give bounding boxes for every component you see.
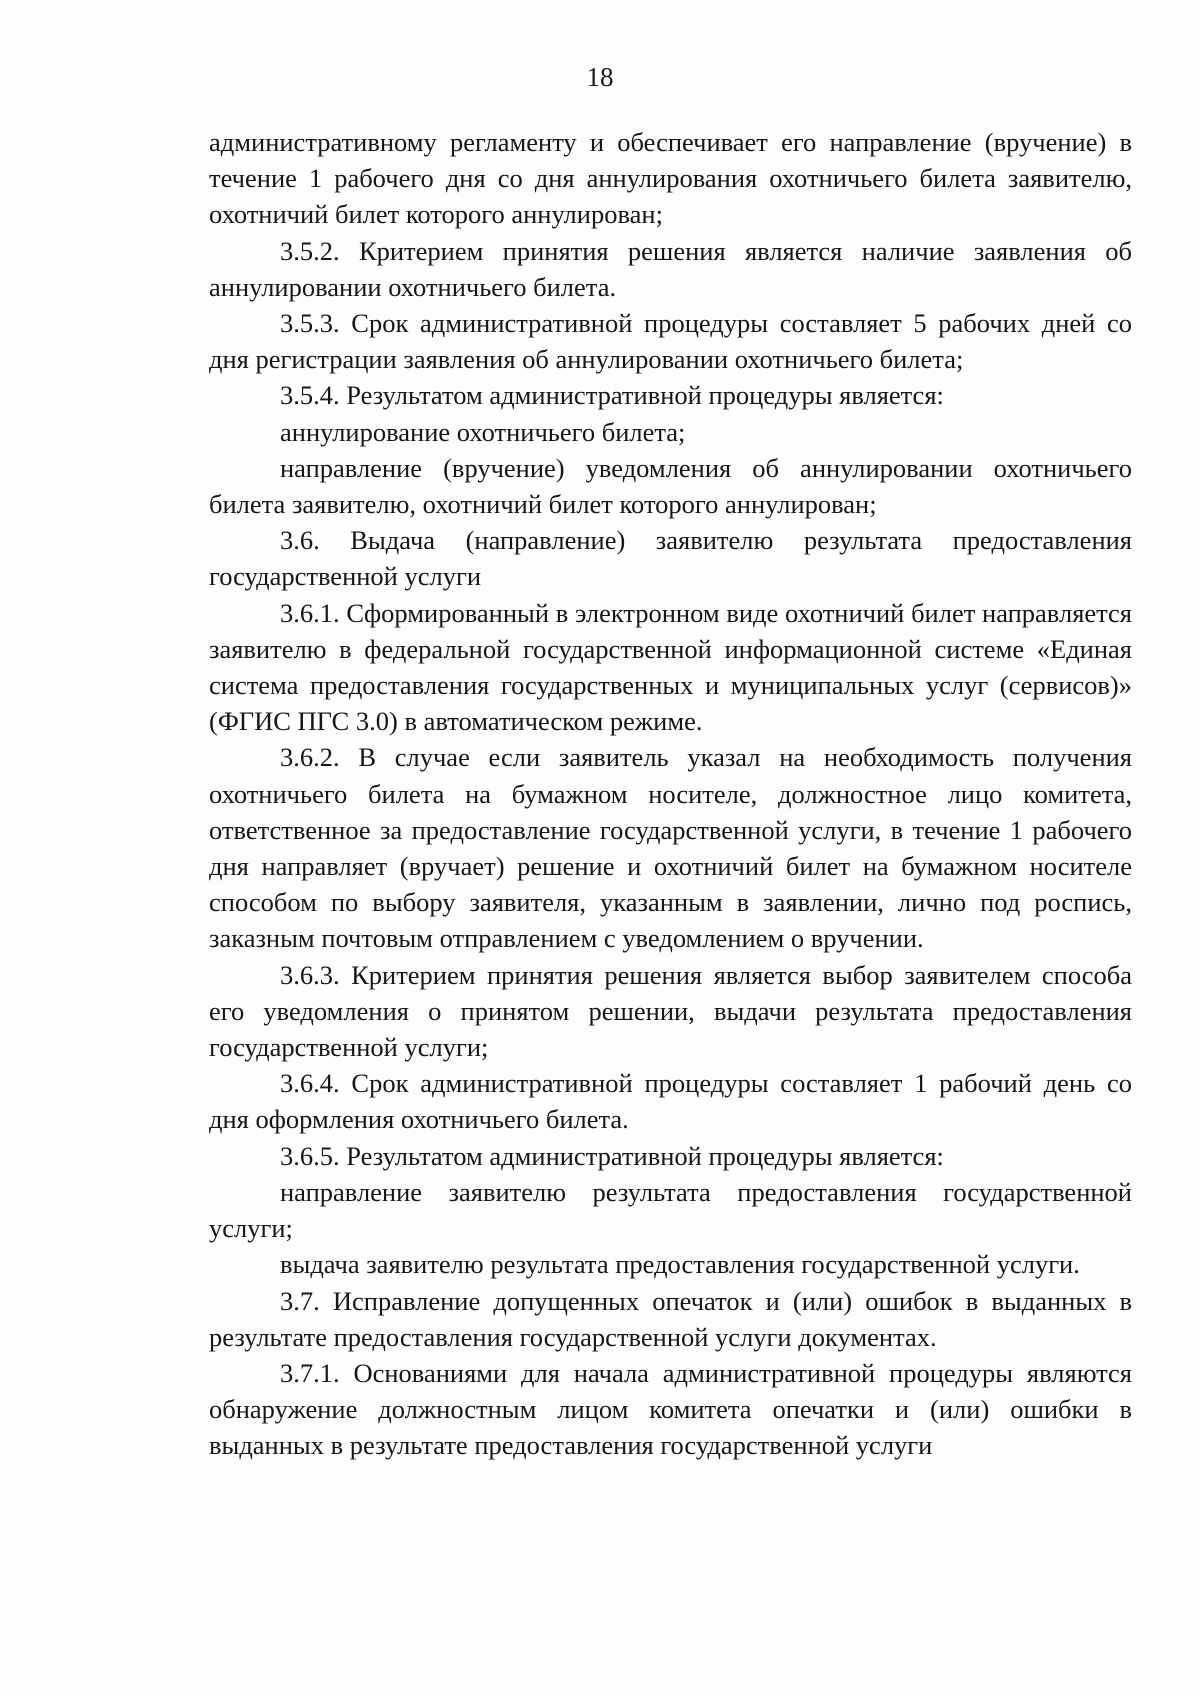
paragraph: аннулирование охотничьего билета; [280,416,686,447]
paragraph: 3.6.4. Срок административной процедуры составляет 1 рабочий день со дня оформления охотничьего билета. [209,1068,1132,1135]
paragraph: 3.6. Выдача (направление) заявителю результата предоставления государственной услуги [209,525,1132,592]
paragraph: 3.5.4. Результатом административной процедуры является: [280,380,944,411]
paragraph: 3.7.1. Основаниями для начала административной процедуры являются обнаружение должностным лицом комитета опечатки и (или) ошибки в выданных в результате предоставления государственной услуги [209,1357,1132,1461]
paragraph: административному регламенту и обеспечивает его направление (вручение) в течение 1 рабочего дня со дня аннулирования охотничьего билета заявителю, охотничий билет которого аннулирован; [209,127,1132,230]
paragraph: 3.6.2. В случае если заявитель указал на необходимость получения охотничьего билета на бумажном носителе, должностное лицо комитета, ответственное за предоставление государственной услуги, в течение 1 рабочего дня направляет (вручает) решение и охотничий билет на бумажном носителе способом по выбору заявителя, указанным в заявлении, лично под роспись, заказным почтовым отправлением с уведомлением о вручении. [209,742,1132,954]
document-body [209,124,1132,1464]
paragraph: направление (вручение) уведомления об аннулировании охотничьего билета заявителю, охотничий билет которого аннулирован; [209,452,1132,520]
paragraph: 3.6.1. Сформированный в электронном виде охотничий билет направляется заявителю в федеральной государственной информационной системе «Единая система предоставления государственных и муниципальных услуг (сервисов)» (ФГИС ПГС 3.0) в автоматическом режиме. [209,597,1132,737]
paragraph: выдача заявителю результата предоставления государственной услуги. [280,1249,1080,1280]
paragraph: 3.6.3. Критерием принятия решения является выбор заявителем способа его уведомления о принятом решении, выдачи результата предоставления государственной услуги; [209,959,1132,1063]
page-number: 18 [586,62,614,92]
paragraph: 3.5.2. Критерием принятия решения является наличие заявления об аннулировании охотничьего билета. [209,235,1132,302]
paragraph: 3.6.5. Результатом административной процедуры является: [280,1140,944,1171]
paragraph: 3.5.3. Срок административной процедуры составляет 5 рабочих дней со дня регистрации заявления об аннулировании охотничьего билета; [209,308,1132,375]
paragraph: направление заявителю результата предоставления государственной услуги; [209,1176,1132,1244]
paragraph: 3.7. Исправление допущенных опечаток и (или) ошибок в выданных в результате предоставления государственной услуги документах. [209,1285,1132,1352]
